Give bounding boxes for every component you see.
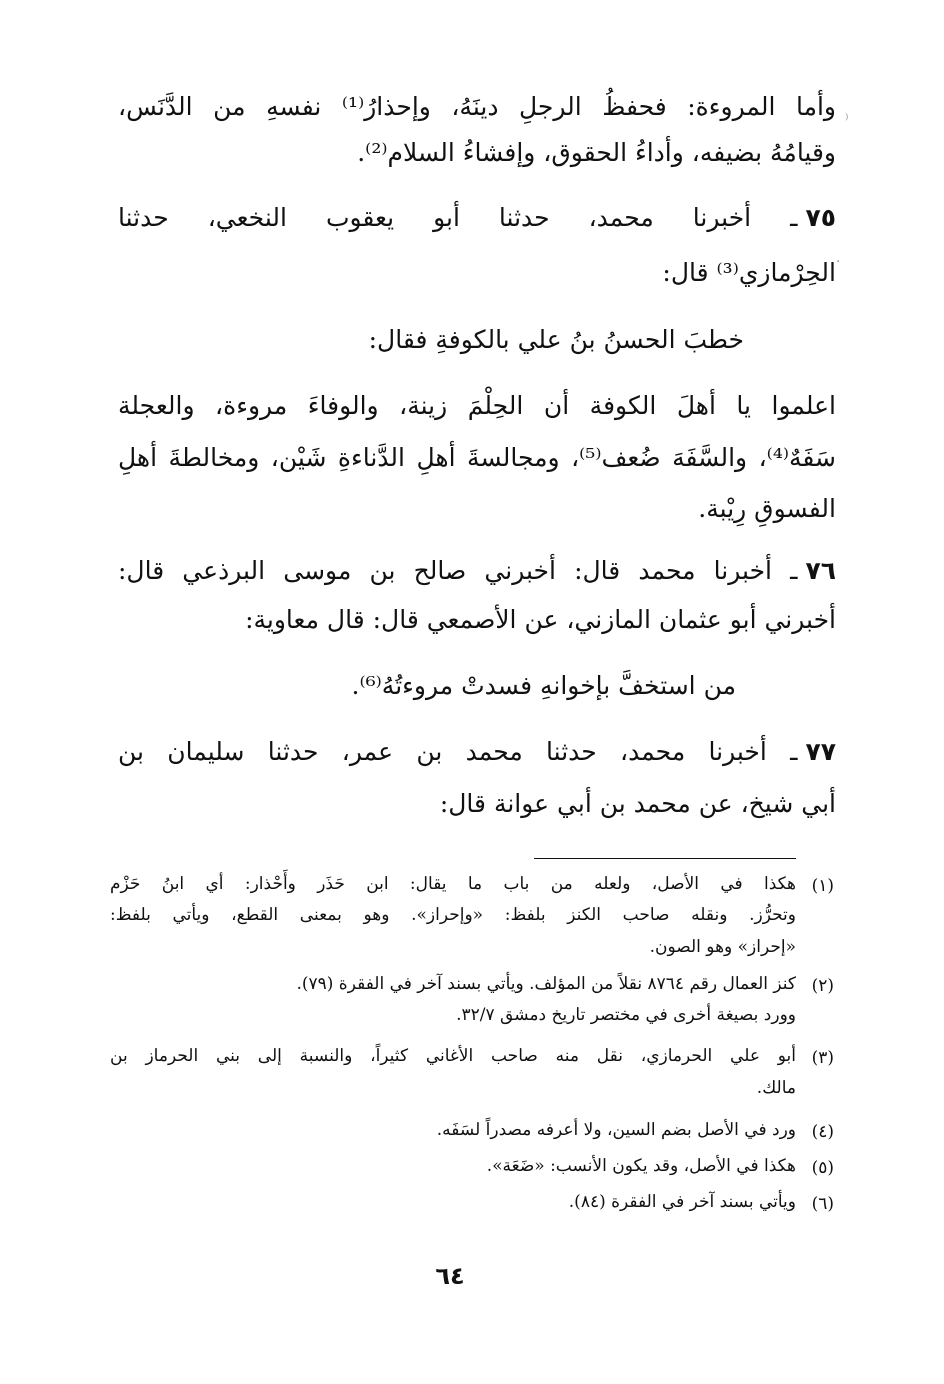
scan-mark: · (836, 254, 841, 270)
footnote-marker: (١) (811, 876, 834, 896)
footnote-marker: (٣) (811, 1048, 834, 1068)
footnote-line: وورد بصيغة أخرى في مختصر تاريخ دمشق ٣٢/٧. (456, 1005, 796, 1025)
body-line: أخبرني أبو عثمان المازني، عن الأصمعي قال: قال معاوية: (245, 605, 836, 634)
entry-number: ٧٦ (805, 556, 836, 585)
body-line (118, 203, 836, 232)
footnote-separator (534, 858, 796, 859)
body-line: وأما المروءة: فحفظُ الرجلِ دينَهُ، وإحذارُ⁽¹⁾ نفسهِ من الدَّنَس، (118, 92, 836, 121)
footnote-line: هكذا في الأصل، وقد يكون الأنسب: «ضَعَة». (486, 1156, 796, 1176)
footnote-line: «إحراز» وهو الصون. (649, 937, 796, 957)
footnote-line: مالك. (756, 1078, 796, 1098)
body-line: أبي شيخ، عن محمد بن أبي عوانة قال: (439, 789, 836, 818)
footnote-line: كنز العمال رقم ٨٧٦٤ نقلاً من المؤلف. ويأتي بسند آخر في الفقرة (٧٩). (296, 974, 796, 994)
footnote-marker: (٤) (811, 1122, 834, 1142)
body-line: خطبَ الحسنُ بنُ علي بالكوفةِ فقال: (368, 325, 744, 354)
body-line: سَفَهٌ⁽⁴⁾، والسَّفَهَ ضُعف⁽⁵⁾، ومجالسةَ أهلِ الدَّناءةِ شَيْن، ومخالطةَ أهلِ (118, 443, 836, 472)
footnote-marker: (٢) (811, 976, 834, 996)
body-line-text: ـ أخبرنا محمد قال: أخبرني صالح بن موسى البرذعي قال: (118, 556, 798, 585)
body-line: اعلموا يا أهلَ الكوفة أن الحِلْمَ زينة، والوفاءَ مروءة، والعجلة (118, 391, 836, 420)
footnote-line: ورد في الأصل بضم السين، ولا أعرفه مصدراً لسَفَه. (436, 1120, 796, 1140)
footnote-line: أبو علي الحرمازي، نقل منه صاحب الأغاني كثيراً، والنسبة إلى بني الحرماز بن (110, 1046, 796, 1066)
body-line (118, 737, 836, 766)
footnote-line: وتحرُّز. ونقله صاحب الكنز بلفظ: «وإحراز». وهو بمعنى القطع، ويأتي بلفظ: (110, 905, 796, 925)
page-number: ٦٤ (435, 1262, 465, 1290)
body-line: من استخفَّ بإخوانهِ فسدتْ مروءتُهُ⁽⁶⁾. (351, 671, 736, 700)
body-line: الفسوقِ رِيْبة. (698, 494, 836, 523)
body-line-text: ـ أخبرنا محمد، حدثنا أبو يعقوب النخعي، حدثنا (118, 203, 798, 232)
body-line-text: ـ أخبرنا محمد، حدثنا محمد بن عمر، حدثنا سليمان بن (118, 737, 798, 766)
footnote-line: هكذا في الأصل، ولعله من باب ما يقال: ابن حَذَر وأَحْذار: أي ابنُ حَزْم (110, 874, 796, 894)
footnote-line: ويأتي بسند آخر في الفقرة (٨٤). (568, 1192, 796, 1212)
footnote-marker: (٥) (811, 1158, 834, 1178)
body-line: الحِرْمازي⁽³⁾ قال: (662, 258, 836, 287)
body-line: وقيامُهُ بضيفه، وأداءُ الحقوق، وإفشاءُ السلام⁽²⁾. (357, 138, 836, 167)
body-line (118, 556, 836, 585)
entry-number: ٧٥ (805, 203, 836, 232)
entry-number: ٧٧ (805, 737, 836, 766)
scan-mark: ⁾ (845, 112, 849, 128)
footnote-marker: (٦) (811, 1194, 834, 1214)
